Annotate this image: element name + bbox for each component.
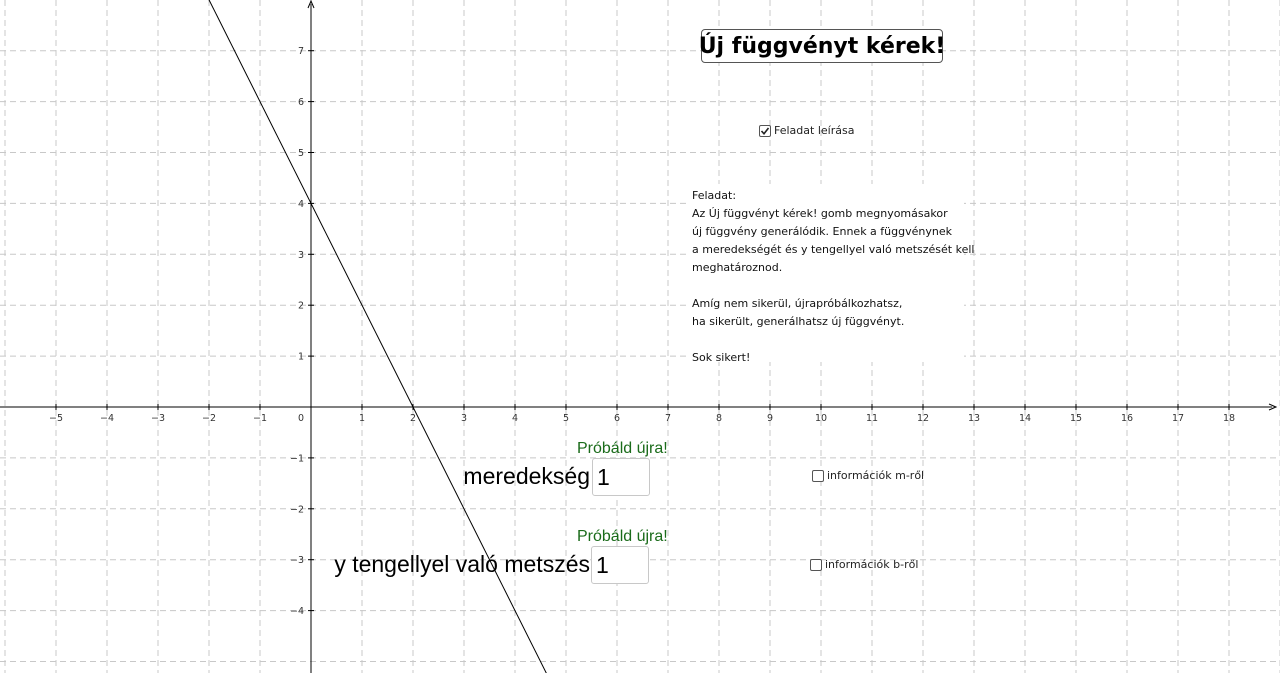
x-tick-label: 6 [613, 413, 621, 424]
x-tick-label: 5 [562, 413, 570, 424]
y-tick-label: −1 [289, 453, 304, 465]
checkmark-icon [760, 126, 770, 136]
y-tick-label: −3 [289, 555, 304, 567]
y-tick-label: 2 [297, 300, 304, 312]
slope-input[interactable] [592, 458, 650, 496]
x-tick-label: 10 [814, 413, 828, 424]
task-line: ha sikerült, generálhatsz új függvényt. [692, 315, 905, 328]
x-tick-label: 7 [664, 413, 672, 424]
slope-feedback: Próbáld újra! [577, 440, 668, 457]
x-tick-label: −2 [201, 413, 217, 424]
slope-info-label: információk m-ről [827, 469, 925, 482]
task-closing: Sok sikert! [692, 351, 751, 364]
x-tick-label: 17 [1171, 413, 1185, 424]
x-tick-label: 13 [967, 413, 981, 424]
x-tick-label: −4 [99, 413, 115, 424]
intercept-input[interactable] [591, 546, 649, 584]
task-description-panel [686, 184, 975, 364]
x-tick-label: 0 [297, 413, 305, 424]
task-line: Amíg nem sikerül, újrapróbálkozhatsz, [692, 297, 903, 310]
x-tick-label: 4 [511, 413, 519, 424]
axis-ticks [56, 51, 1229, 611]
y-tick-label: 7 [297, 46, 304, 58]
intercept-label: y tengellyel való metszés [334, 551, 590, 577]
task-line: Az Új függvényt kérek! gomb megnyomásakor [692, 207, 948, 220]
task-spacer [692, 277, 958, 295]
x-tick-label: 9 [766, 413, 774, 424]
task-title: Feladat: [692, 189, 737, 202]
task-description-toggle-label: Feladat leírása [774, 124, 855, 137]
x-tick-label: 16 [1120, 413, 1134, 424]
y-tick-label: −4 [289, 606, 304, 618]
y-tick-label: 5 [297, 148, 304, 159]
x-tick-label: −5 [48, 413, 64, 424]
x-tick-label: −1 [252, 413, 268, 424]
task-description-toggle[interactable] [759, 124, 854, 137]
intercept-feedback: Próbáld újra! [577, 528, 668, 545]
x-tick-label: 8 [715, 413, 723, 424]
x-tick-label: 11 [865, 413, 879, 424]
y-tick-label: 1 [297, 351, 304, 363]
x-tick-label: 12 [916, 413, 930, 424]
intercept-info-label: információk b-ről [825, 558, 919, 571]
task-line: meghatároznod. [692, 261, 783, 274]
intercept-info-checkbox[interactable] [810, 559, 822, 571]
x-tick-label: 1 [358, 413, 366, 424]
slope-info-checkbox[interactable] [812, 470, 824, 482]
task-description-checkbox[interactable] [759, 125, 771, 137]
x-tick-label: −3 [150, 413, 166, 424]
y-tick-label: 6 [297, 97, 304, 109]
task-line: a meredekségét és y tengellyel való metszését kell [692, 243, 975, 256]
x-tick-label: 14 [1018, 413, 1032, 424]
y-tick-label: −2 [289, 504, 304, 516]
intercept-info-toggle[interactable] [810, 558, 918, 571]
slope-info-toggle[interactable] [812, 469, 924, 482]
x-tick-label: 2 [409, 413, 417, 424]
x-tick-label: 15 [1069, 413, 1083, 424]
y-tick-label: 4 [297, 198, 304, 210]
x-tick-label: 18 [1222, 413, 1236, 424]
y-tick-label: 3 [297, 249, 304, 261]
new-function-button[interactable]: Új függvényt kérek! [701, 29, 943, 63]
task-spacer [692, 331, 958, 349]
x-tick-label: 3 [460, 413, 468, 424]
slope-label: meredekség [463, 463, 590, 489]
task-line: új függvény generálódik. Ennek a függvénynek [692, 225, 952, 238]
